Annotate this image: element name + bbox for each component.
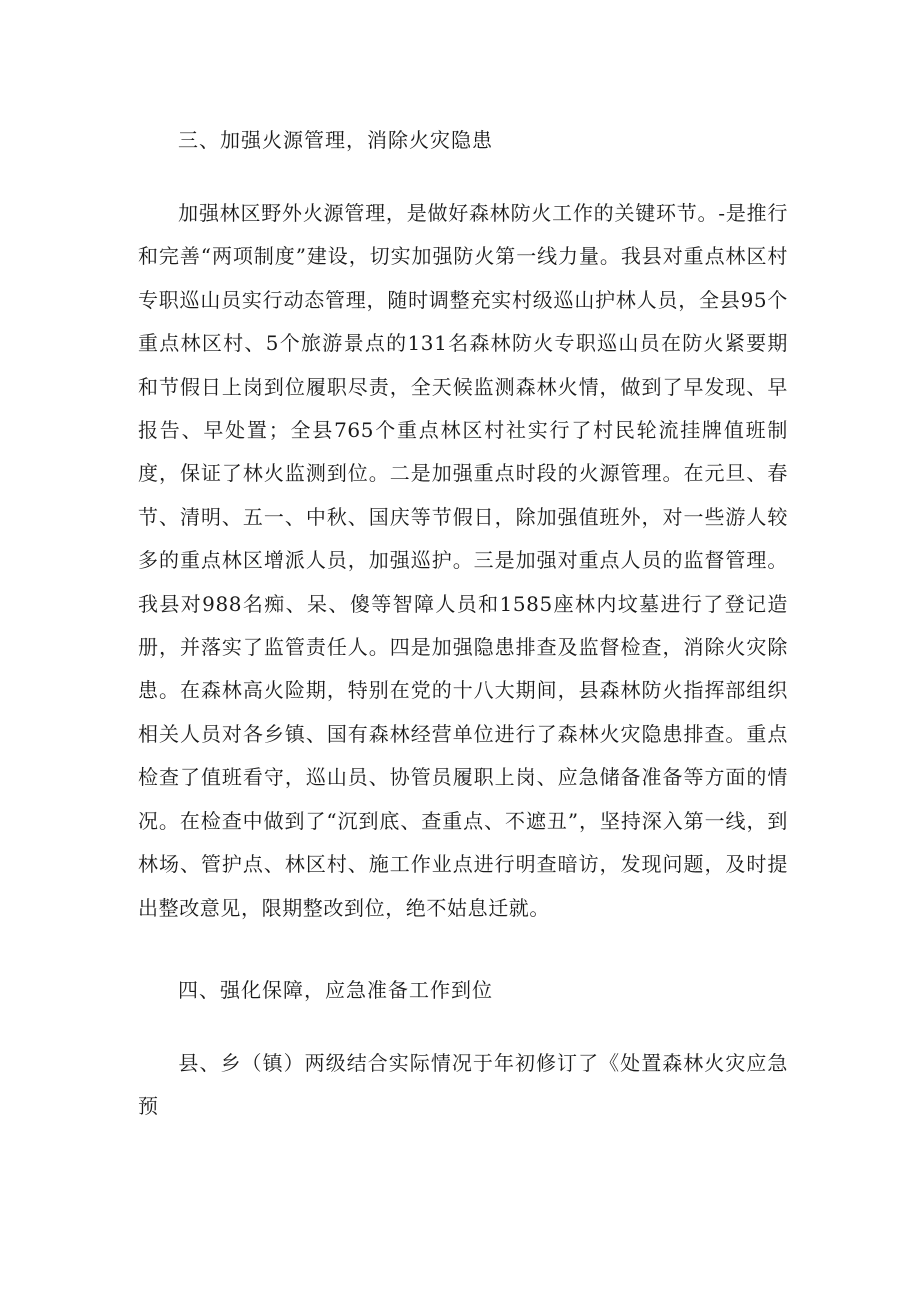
paragraph-text: 县、乡（镇）两级结合实际情况于年初修订了《处置森林火灾应急预 xyxy=(138,1050,788,1119)
spacer xyxy=(138,1010,788,1042)
spacer xyxy=(138,160,788,192)
paragraph-fire-source-management xyxy=(138,192,788,930)
paragraph-text: 加强林区野外火源管理，是做好森林防火工作的关键环节。-是推行和完善“两项制度”建设，切实加强防火第一线力量。我县对重点林区村专职巡山员实行动态管理，随时调整充实村级巡山护林人员，全县95个重点林区村、5个旅游景点的131名森林防火专职巡山员在防火紧要期和节假日上岗到位履职尽责，全天候监测森林火情，做到了早发现、早报告、早处置；全县765个重点林区村社实行了村民轮流挂牌值班制度，保证了林火监测到位。二是加强重点时段的火源管理。在元旦、春节、清明、五一、中秋、国庆等节假日，除加强值班外，对一些游人较多的重点林区增派人员，加强巡护。三是加强对重点人员的监督管理。我县对988名痴、呆、傻等智障人员和1585座林内坟墓进行了登记造册，并落实了监管责任人。四是加强隐患排查及监督检查，消除火灾除患。在森林高火险期，特别在党的十八大期间，县森林防火指挥部组织相关人员对各乡镇、国有森林经营单位进行了森林火灾隐患排查。重点检查了值班看守，巡山员、协管员履职上岗、应急储备准备等方面的情况。在检查中做到了“沉到底、查重点、不遮丑”，坚持深入第一线，到林场、管护点、林区村、施工作业点进行明查暗访，发现问题，及时提出整改意见，限期整改到位，绝不姑息迁就。 xyxy=(138,201,788,920)
paragraph-emergency-preparation xyxy=(138,1042,788,1129)
section-heading-emergency-support: 四、强化保障，应急准备工作到位 xyxy=(178,977,493,1002)
section-heading-fire-source: 三、加强火源管理，消除火灾隐患 xyxy=(178,128,493,152)
spacer xyxy=(138,930,788,970)
